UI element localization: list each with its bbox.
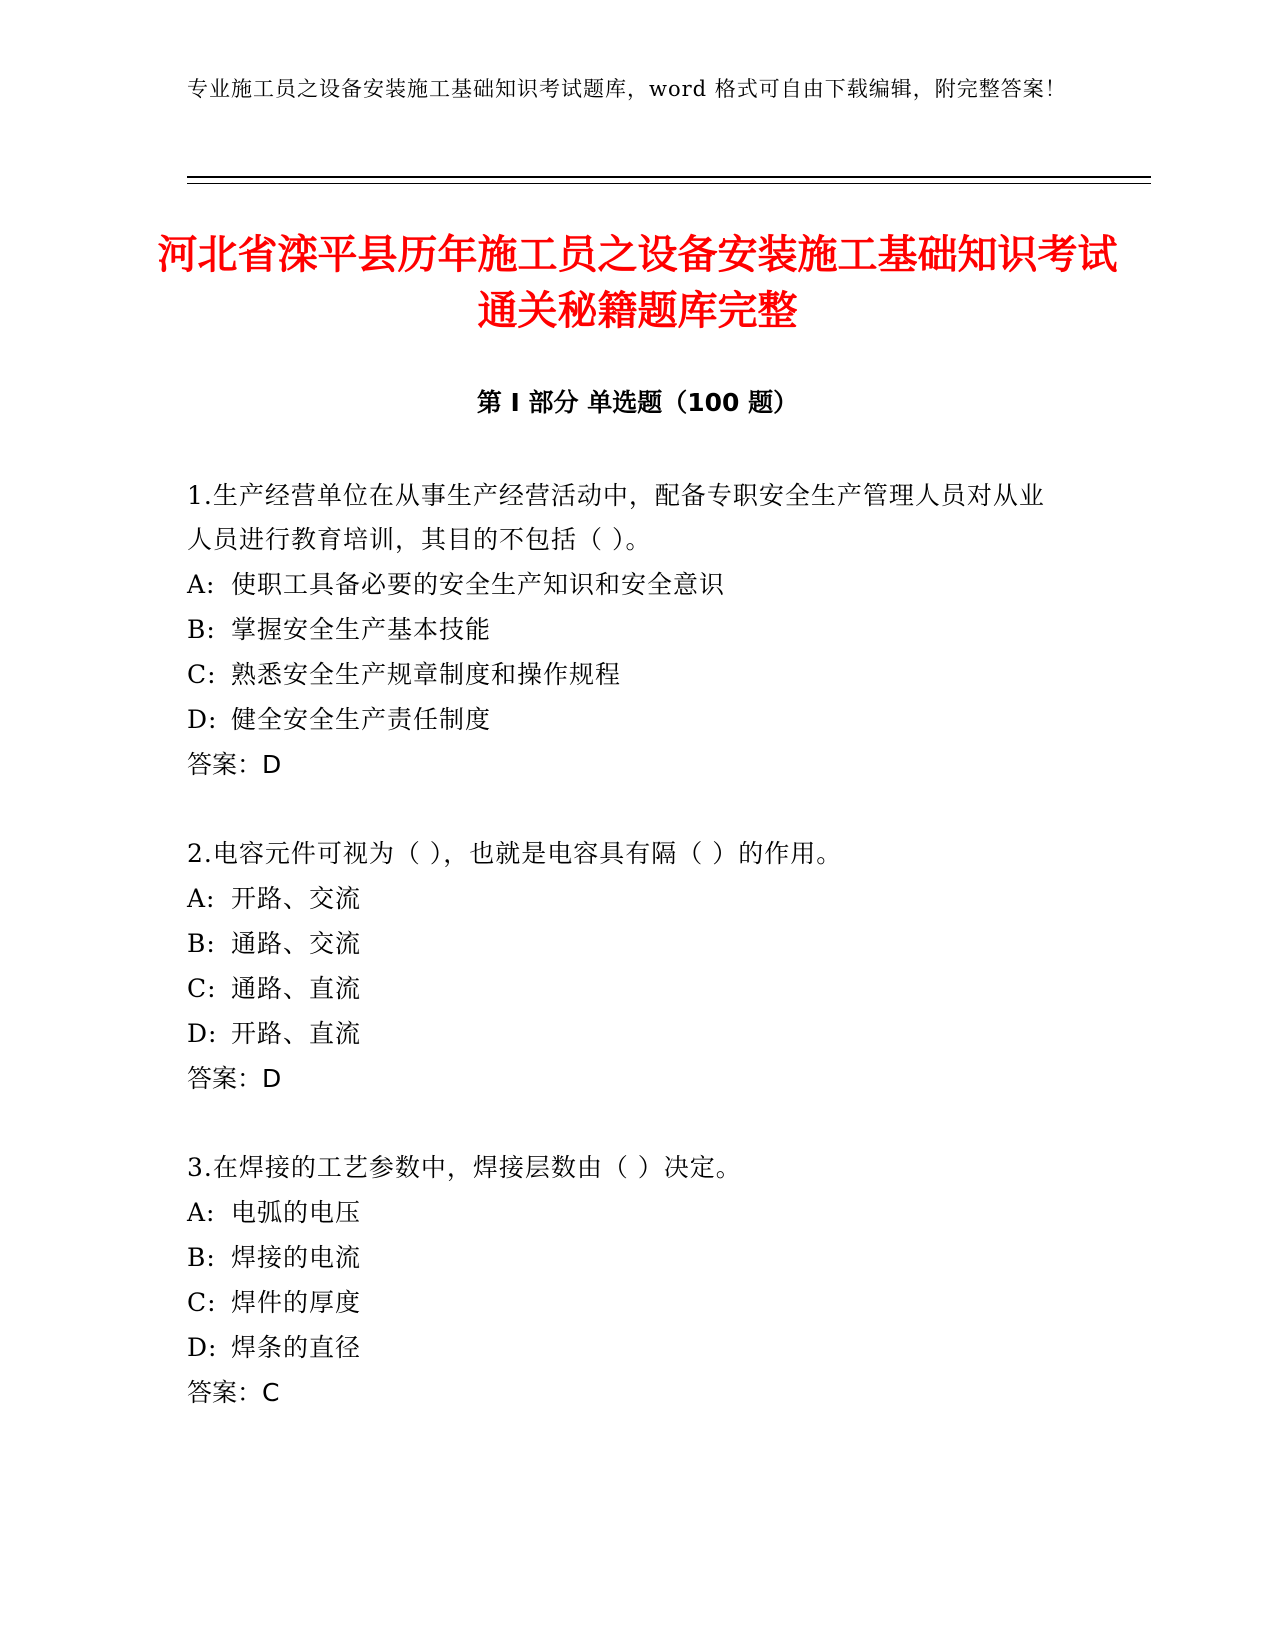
header-note: 专业施工员之设备安装施工基础知识考试题库，word 格式可自由下载编辑，附完整答案！ bbox=[187, 77, 1067, 101]
option-d bbox=[187, 1325, 1067, 1370]
answer-label: 答案：D bbox=[187, 750, 282, 779]
option-text: 焊件的厚度 bbox=[231, 1288, 362, 1317]
question-stem: 2.电容元件可视为（ ），也就是电容具有隔（ ）的作用。 bbox=[187, 839, 843, 868]
option-letter: A: bbox=[187, 570, 216, 599]
option-text: 通路、交流 bbox=[231, 929, 362, 958]
option-text: 开路、直流 bbox=[231, 1019, 362, 1048]
option-letter: D: bbox=[187, 705, 218, 734]
option-text: 熟悉安全生产规章制度和操作规程 bbox=[231, 660, 622, 689]
question-list bbox=[187, 474, 1067, 1460]
option-text: 健全安全生产责任制度 bbox=[231, 705, 492, 734]
answer-label: 答案：C bbox=[187, 1378, 280, 1407]
answer-label: 答案：D bbox=[187, 1064, 282, 1093]
option-text: 开路、交流 bbox=[231, 884, 362, 913]
header-divider-thin bbox=[187, 183, 1151, 184]
option-text: 使职工具备必要的安全生产知识和安全意识 bbox=[231, 570, 726, 599]
option-text: 掌握安全生产基本技能 bbox=[231, 615, 492, 644]
question-stem: 1.生产经营单位在从事生产经营活动中，配备专职安全生产管理人员对从业人员进行教育培训，其目的不包括（ ）。 bbox=[187, 481, 1045, 554]
option-letter: C: bbox=[187, 660, 217, 689]
option-a bbox=[187, 876, 1067, 921]
section-title: 第 I 部分 单选题（100 题） bbox=[476, 388, 799, 417]
option-letter: B: bbox=[187, 929, 216, 958]
option-b bbox=[187, 607, 1067, 652]
question-stem: 3.在焊接的工艺参数中，焊接层数由（ ）决定。 bbox=[187, 1153, 742, 1182]
option-c bbox=[187, 1280, 1067, 1325]
header-divider-thick bbox=[187, 176, 1151, 178]
option-c bbox=[187, 652, 1067, 697]
option-letter: A: bbox=[187, 884, 216, 913]
option-d bbox=[187, 697, 1067, 742]
option-d bbox=[187, 1011, 1067, 1056]
question-1 bbox=[187, 474, 1067, 788]
option-letter: C: bbox=[187, 974, 217, 1003]
option-letter: A: bbox=[187, 1198, 216, 1227]
option-letter: B: bbox=[187, 615, 216, 644]
question-3 bbox=[187, 1146, 1067, 1416]
option-c bbox=[187, 966, 1067, 1011]
option-text: 通路、直流 bbox=[231, 974, 362, 1003]
option-letter: B: bbox=[187, 1243, 216, 1272]
option-text: 电弧的电压 bbox=[231, 1198, 362, 1227]
option-b bbox=[187, 921, 1067, 966]
option-letter: C: bbox=[187, 1288, 217, 1317]
option-b bbox=[187, 1235, 1067, 1280]
option-a bbox=[187, 562, 1067, 607]
option-a bbox=[187, 1190, 1067, 1235]
question-2 bbox=[187, 832, 1067, 1102]
option-letter: D: bbox=[187, 1019, 218, 1048]
option-text: 焊条的直径 bbox=[231, 1333, 362, 1362]
option-letter: D: bbox=[187, 1333, 218, 1362]
option-text: 焊接的电流 bbox=[231, 1243, 362, 1272]
document-title: 河北省滦平县历年施工员之设备安装施工基础知识考试通关秘籍题库完整 bbox=[157, 232, 1118, 334]
